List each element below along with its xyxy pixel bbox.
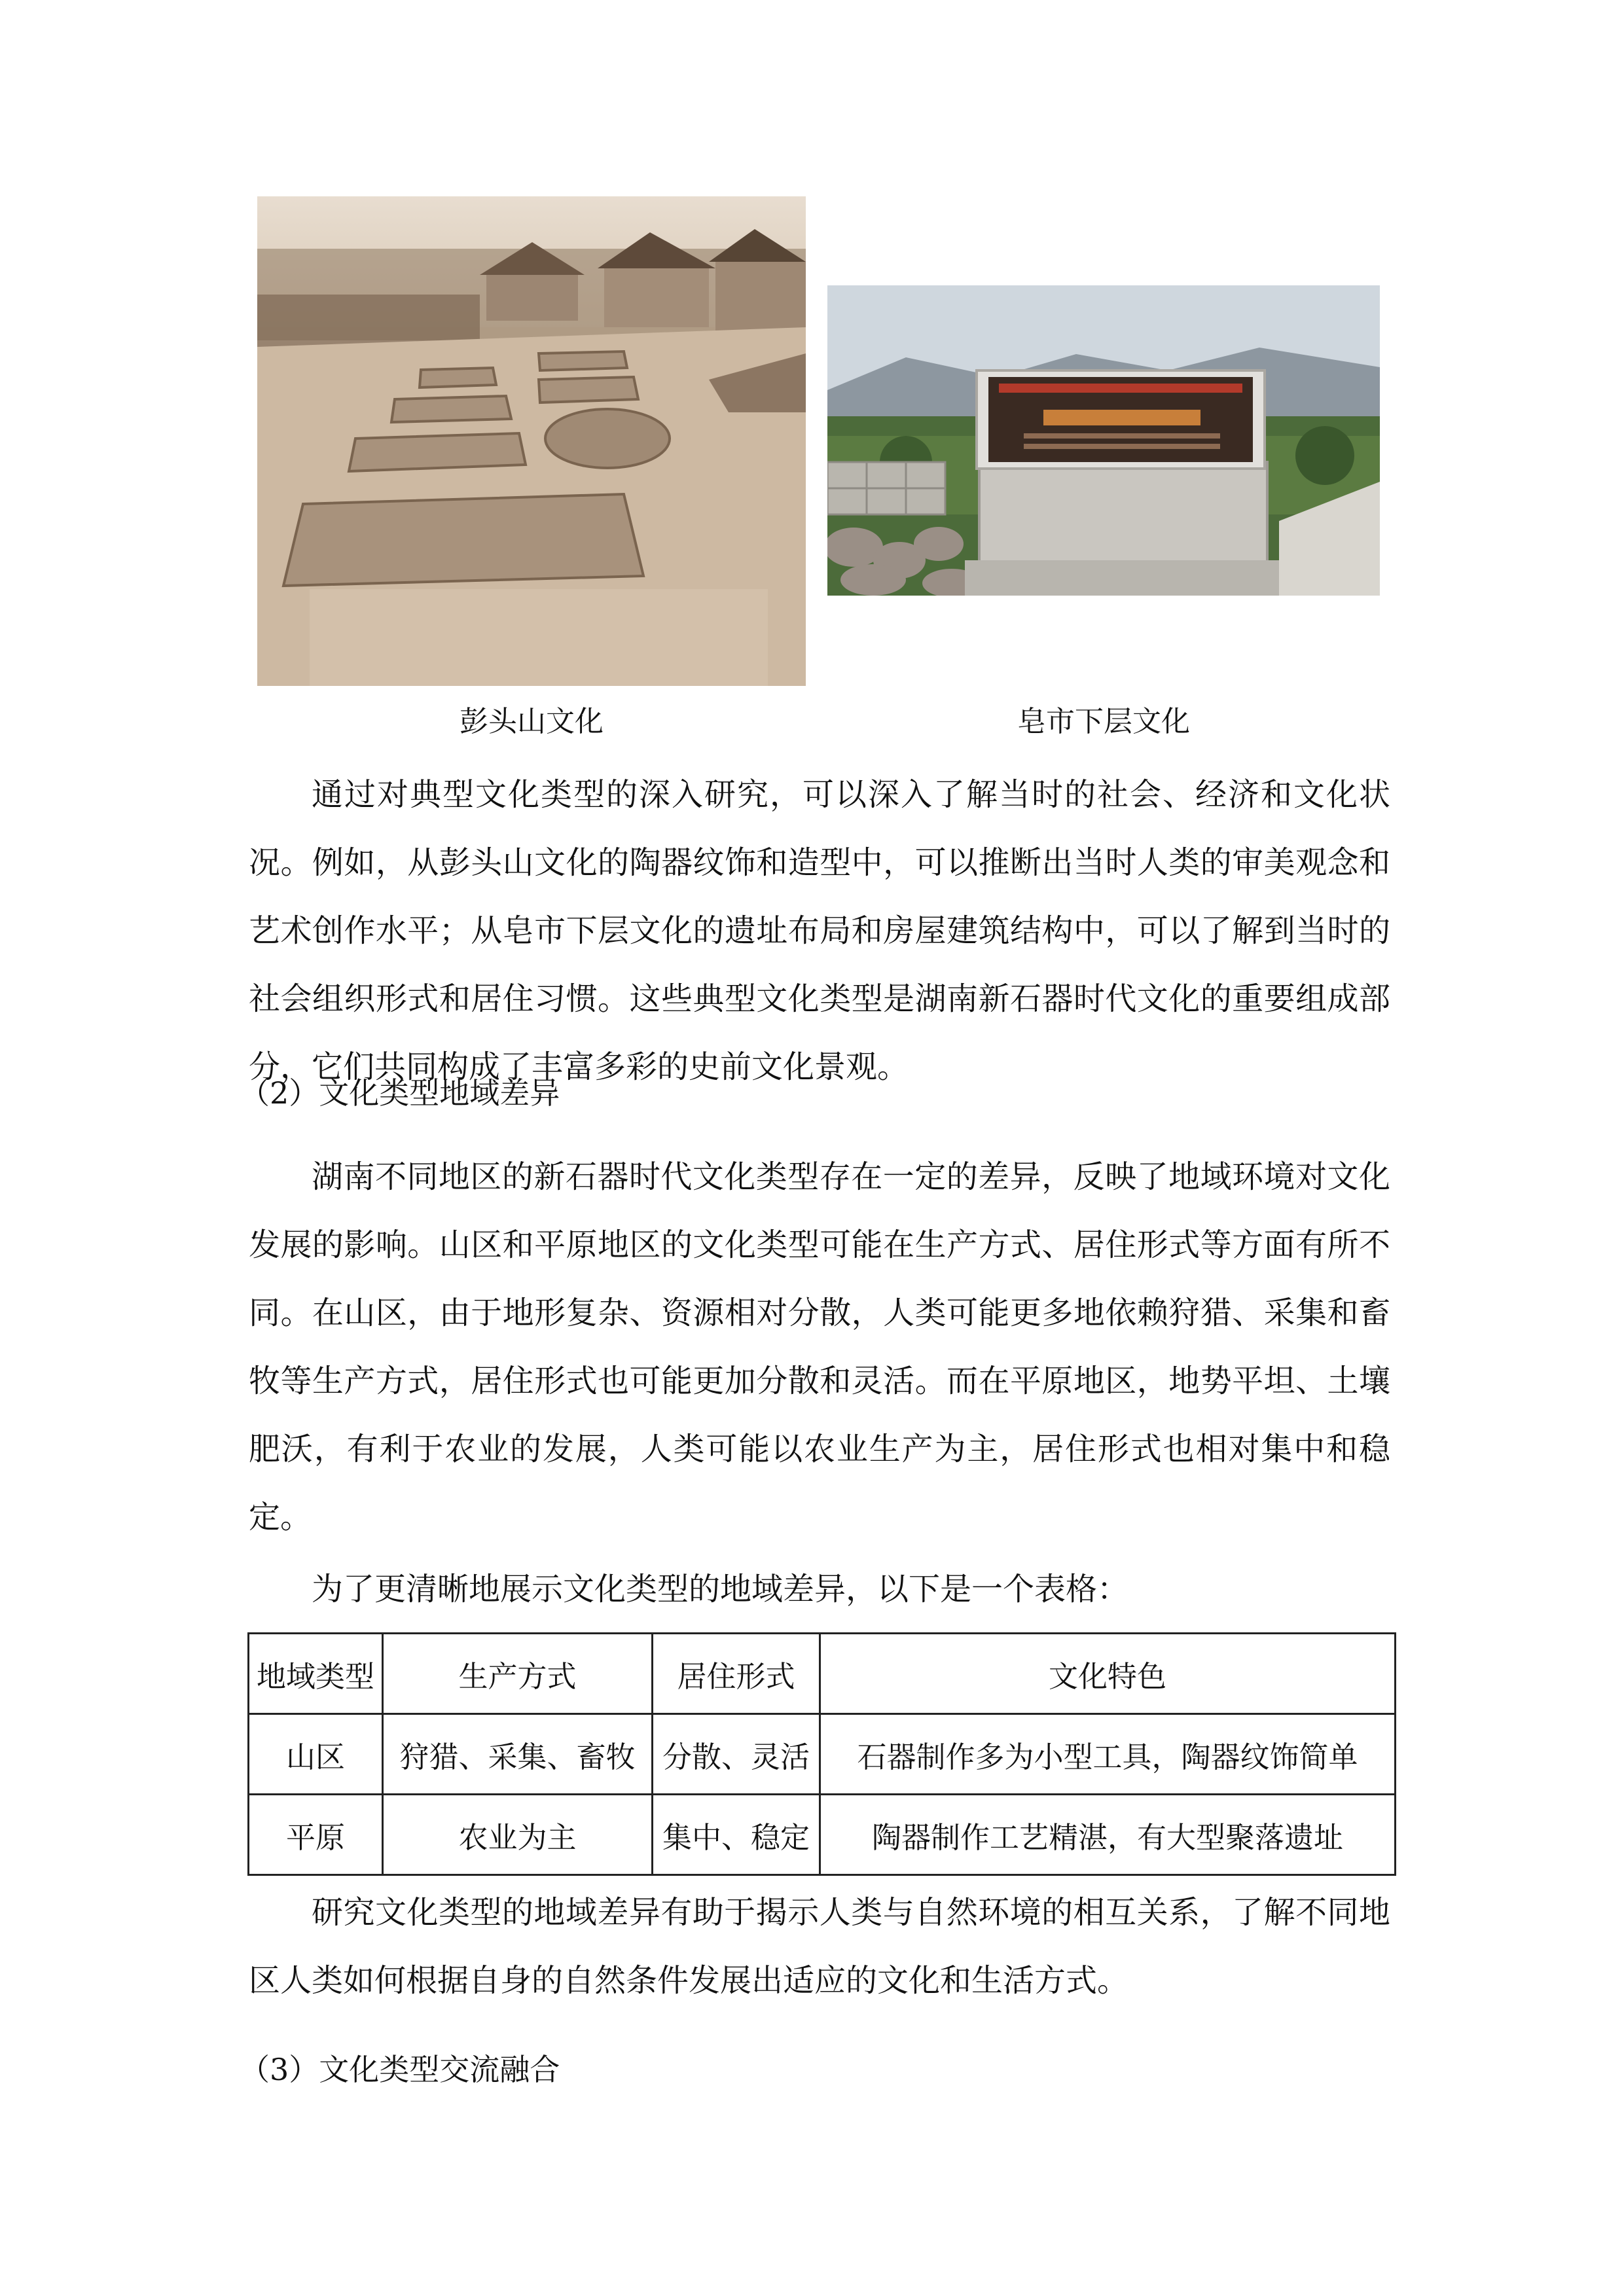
table-header-cell: 居住形式 bbox=[653, 1634, 820, 1714]
table-cell: 集中、稳定 bbox=[653, 1795, 820, 1875]
table-cell: 平原 bbox=[249, 1795, 383, 1875]
table-header-cell: 地域类型 bbox=[249, 1634, 383, 1714]
paragraph-typical-cultures: 通过对典型文化类型的深入研究，可以深入了解当时的社会、经济和文化状况。例如，从彭头山文化的陶器纹饰和造型中，可以推断出当时人类的审美观念和艺术创作水平；从皂市下层文化的遗址布局和房屋建筑结构中，可以了解到当时的社会组织形式和居住习惯。这些典型文化类型是湖南新石器时代文化的重要组成部分，它们共同构成了丰富多彩的史前文化景观。 bbox=[249, 776, 1390, 1085]
table-cell: 山区 bbox=[249, 1714, 383, 1795]
paragraph-regional-differences: 湖南不同地区的新石器时代文化类型存在一定的差异，反映了地域环境对文化发展的影响。山区和平原地区的文化类型可能在生产方式、居住形式等方面有所不同。在山区，由于地形复杂、资源相对分散，人类可能更多地依赖狩猎、采集和畜牧等生产方式，居住形式也可能更加分散和灵活。而在平原地区，地势平坦、土壤肥沃，有利于农业的发展，人类可能以农业生产为主，居住形式也相对集中和稳定。 bbox=[249, 1158, 1390, 1535]
table-cell: 狩猎、采集、畜牧 bbox=[383, 1714, 653, 1795]
regional-differences-table bbox=[247, 1632, 1396, 1876]
table-header-cell: 生产方式 bbox=[383, 1634, 653, 1714]
table-header-row bbox=[249, 1634, 1396, 1714]
table-cell: 农业为主 bbox=[383, 1795, 653, 1875]
table-cell: 分散、灵活 bbox=[653, 1714, 820, 1795]
zaoshi-monument-photo bbox=[827, 285, 1380, 596]
pengtoushan-site-photo bbox=[257, 196, 806, 686]
table-row bbox=[249, 1714, 1396, 1795]
paragraph-table-intro: 为了更清晰地展示文化类型的地域差异，以下是一个表格： bbox=[312, 1571, 1129, 1607]
section-heading-regional-differences: （2）文化类型地域差异 bbox=[240, 1075, 560, 1111]
figure-caption-zaoshi: 皂市下层文化 bbox=[1017, 705, 1190, 738]
table-header-cell: 文化特色 bbox=[820, 1634, 1396, 1714]
section-heading-cultural-exchange: （3）文化类型交流融合 bbox=[240, 2052, 560, 2087]
table-cell: 石器制作多为小型工具，陶器纹饰简单 bbox=[820, 1714, 1396, 1795]
paragraph-regional-significance: 研究文化类型的地域差异有助于揭示人类与自然环境的相互关系，了解不同地区人类如何根据自身的自然条件发展出适应的文化和生活方式。 bbox=[249, 1894, 1390, 1999]
figure-caption-pengtoushan: 彭头山文化 bbox=[460, 705, 604, 738]
table-row bbox=[249, 1795, 1396, 1875]
table-cell: 陶器制作工艺精湛，有大型聚落遗址 bbox=[820, 1795, 1396, 1875]
